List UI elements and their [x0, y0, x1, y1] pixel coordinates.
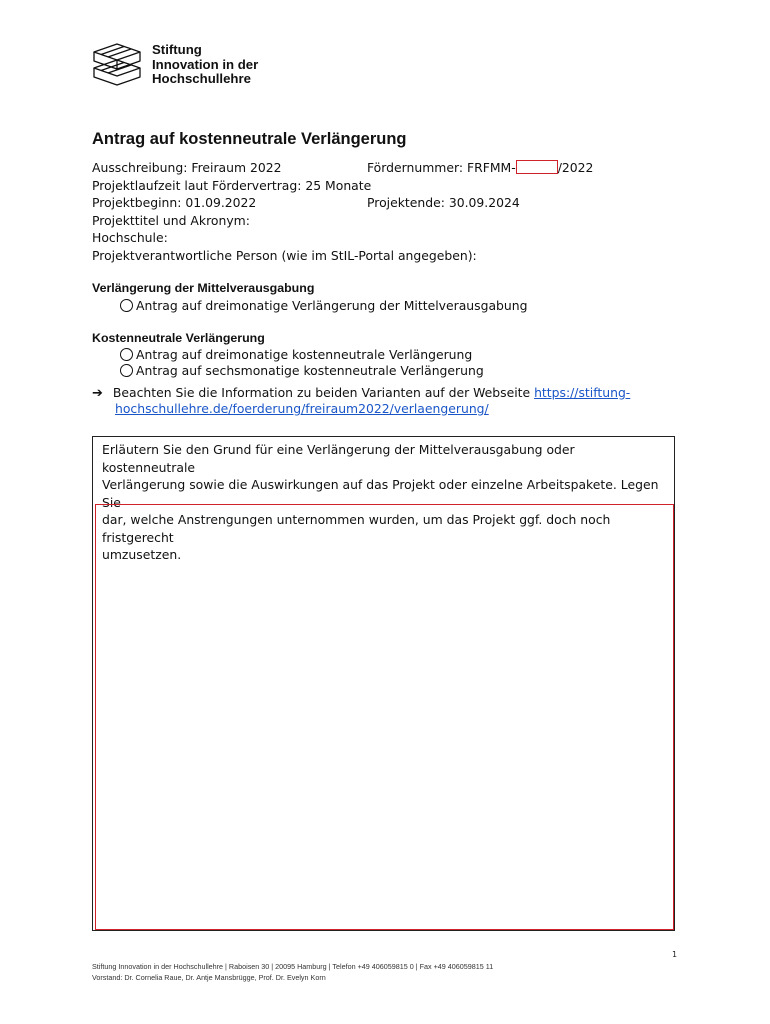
page-number: 1: [672, 950, 678, 959]
document-title: Antrag auf kostenneutrale Verlängerung: [92, 130, 407, 148]
webseite-link-continued[interactable]: hochschullehre.de/foerderung/freiraum2022/verlaengerung/: [115, 401, 489, 416]
logo-line: Hochschullehre: [152, 71, 251, 87]
notice-link-line2: [115, 400, 489, 418]
ende-line: Projektende: 30.09.2024: [367, 195, 520, 210]
foerdernummer-suffix: /2022: [557, 160, 594, 175]
footer-address: Stiftung Innovation in der Hochschullehre | Raboisen 30 | 20095 Hamburg | Telefon +49 406059815 0 | Fax +49 406059815 11: [92, 962, 494, 971]
option-label: Antrag auf sechsmonatige kostenneutrale Verlängerung: [136, 363, 484, 378]
person-label: Projektverantwortliche Person (wie im StIL-Portal angegeben):: [92, 247, 477, 263]
option-dreimonatig-mittel[interactable]: [120, 297, 528, 315]
logo-line: Innovation in der: [152, 56, 259, 72]
option-label: Antrag auf dreimonatige kostenneutrale Verlängerung: [136, 347, 473, 362]
explanation-input[interactable]: [95, 504, 674, 930]
stiftung-logo-icon: [92, 42, 142, 92]
foerdernummer-prefix: Fördernummer: FRFMM-: [367, 160, 516, 175]
option-sechsmonatig-kostenneutral[interactable]: [120, 362, 484, 380]
option-dreimonatig-kostenneutral[interactable]: [120, 346, 472, 364]
instruction-line: umzusetzen.: [102, 547, 182, 562]
instruction-line: Erläutern Sie den Grund für eine Verlängerung der Mittelverausgabung oder kostenneutrale: [102, 442, 575, 475]
foerdernummer-line: [367, 159, 593, 177]
radio-button[interactable]: [120, 299, 133, 312]
footer-board: Vorstand: Dr. Cornelia Raue, Dr. Antje Mansbrügge, Prof. Dr. Evelyn Korn: [92, 973, 326, 982]
ausschreibung-line: Ausschreibung: Freiraum 2022: [92, 160, 282, 175]
hochschule-label: Hochschule:: [92, 230, 168, 245]
section-kostenneutral-heading: Kostenneutrale Verlängerung: [92, 331, 265, 345]
beginn-line: Projektbeginn: 01.09.2022: [92, 195, 257, 210]
instruction-line: Verlängerung sowie die Auswirkungen auf das Projekt oder einzelne Arbeitspakete. Legen Sie: [102, 477, 659, 510]
section-mittelverausgabung-heading: Verlängerung der Mittelverausgabung: [92, 281, 315, 295]
radio-button[interactable]: [120, 364, 133, 377]
radio-button[interactable]: [120, 348, 133, 361]
option-label: Antrag auf dreimonatige Verlängerung der Mittelverausgabung: [136, 298, 528, 313]
notice-text: Beachten Sie die Information zu beiden Varianten auf der Webseite: [112, 385, 535, 400]
foerdernummer-field[interactable]: [516, 160, 558, 174]
laufzeit-line: Projektlaufzeit laut Fördervertrag: 25 Monate: [92, 177, 372, 193]
logo-wordmark: [152, 43, 258, 87]
logo-line: Stiftung: [152, 42, 202, 57]
projekttitel-label: Projekttitel und Akronym:: [92, 212, 250, 228]
footer: [92, 961, 493, 983]
arrow-right-icon: ➔: [92, 386, 103, 401]
instruction-line: dar, welche Anstrengungen unternommen wurden, um das Projekt ggf. doch noch fristgerecht: [102, 512, 611, 545]
webseite-link[interactable]: https://stiftung-: [534, 385, 631, 400]
